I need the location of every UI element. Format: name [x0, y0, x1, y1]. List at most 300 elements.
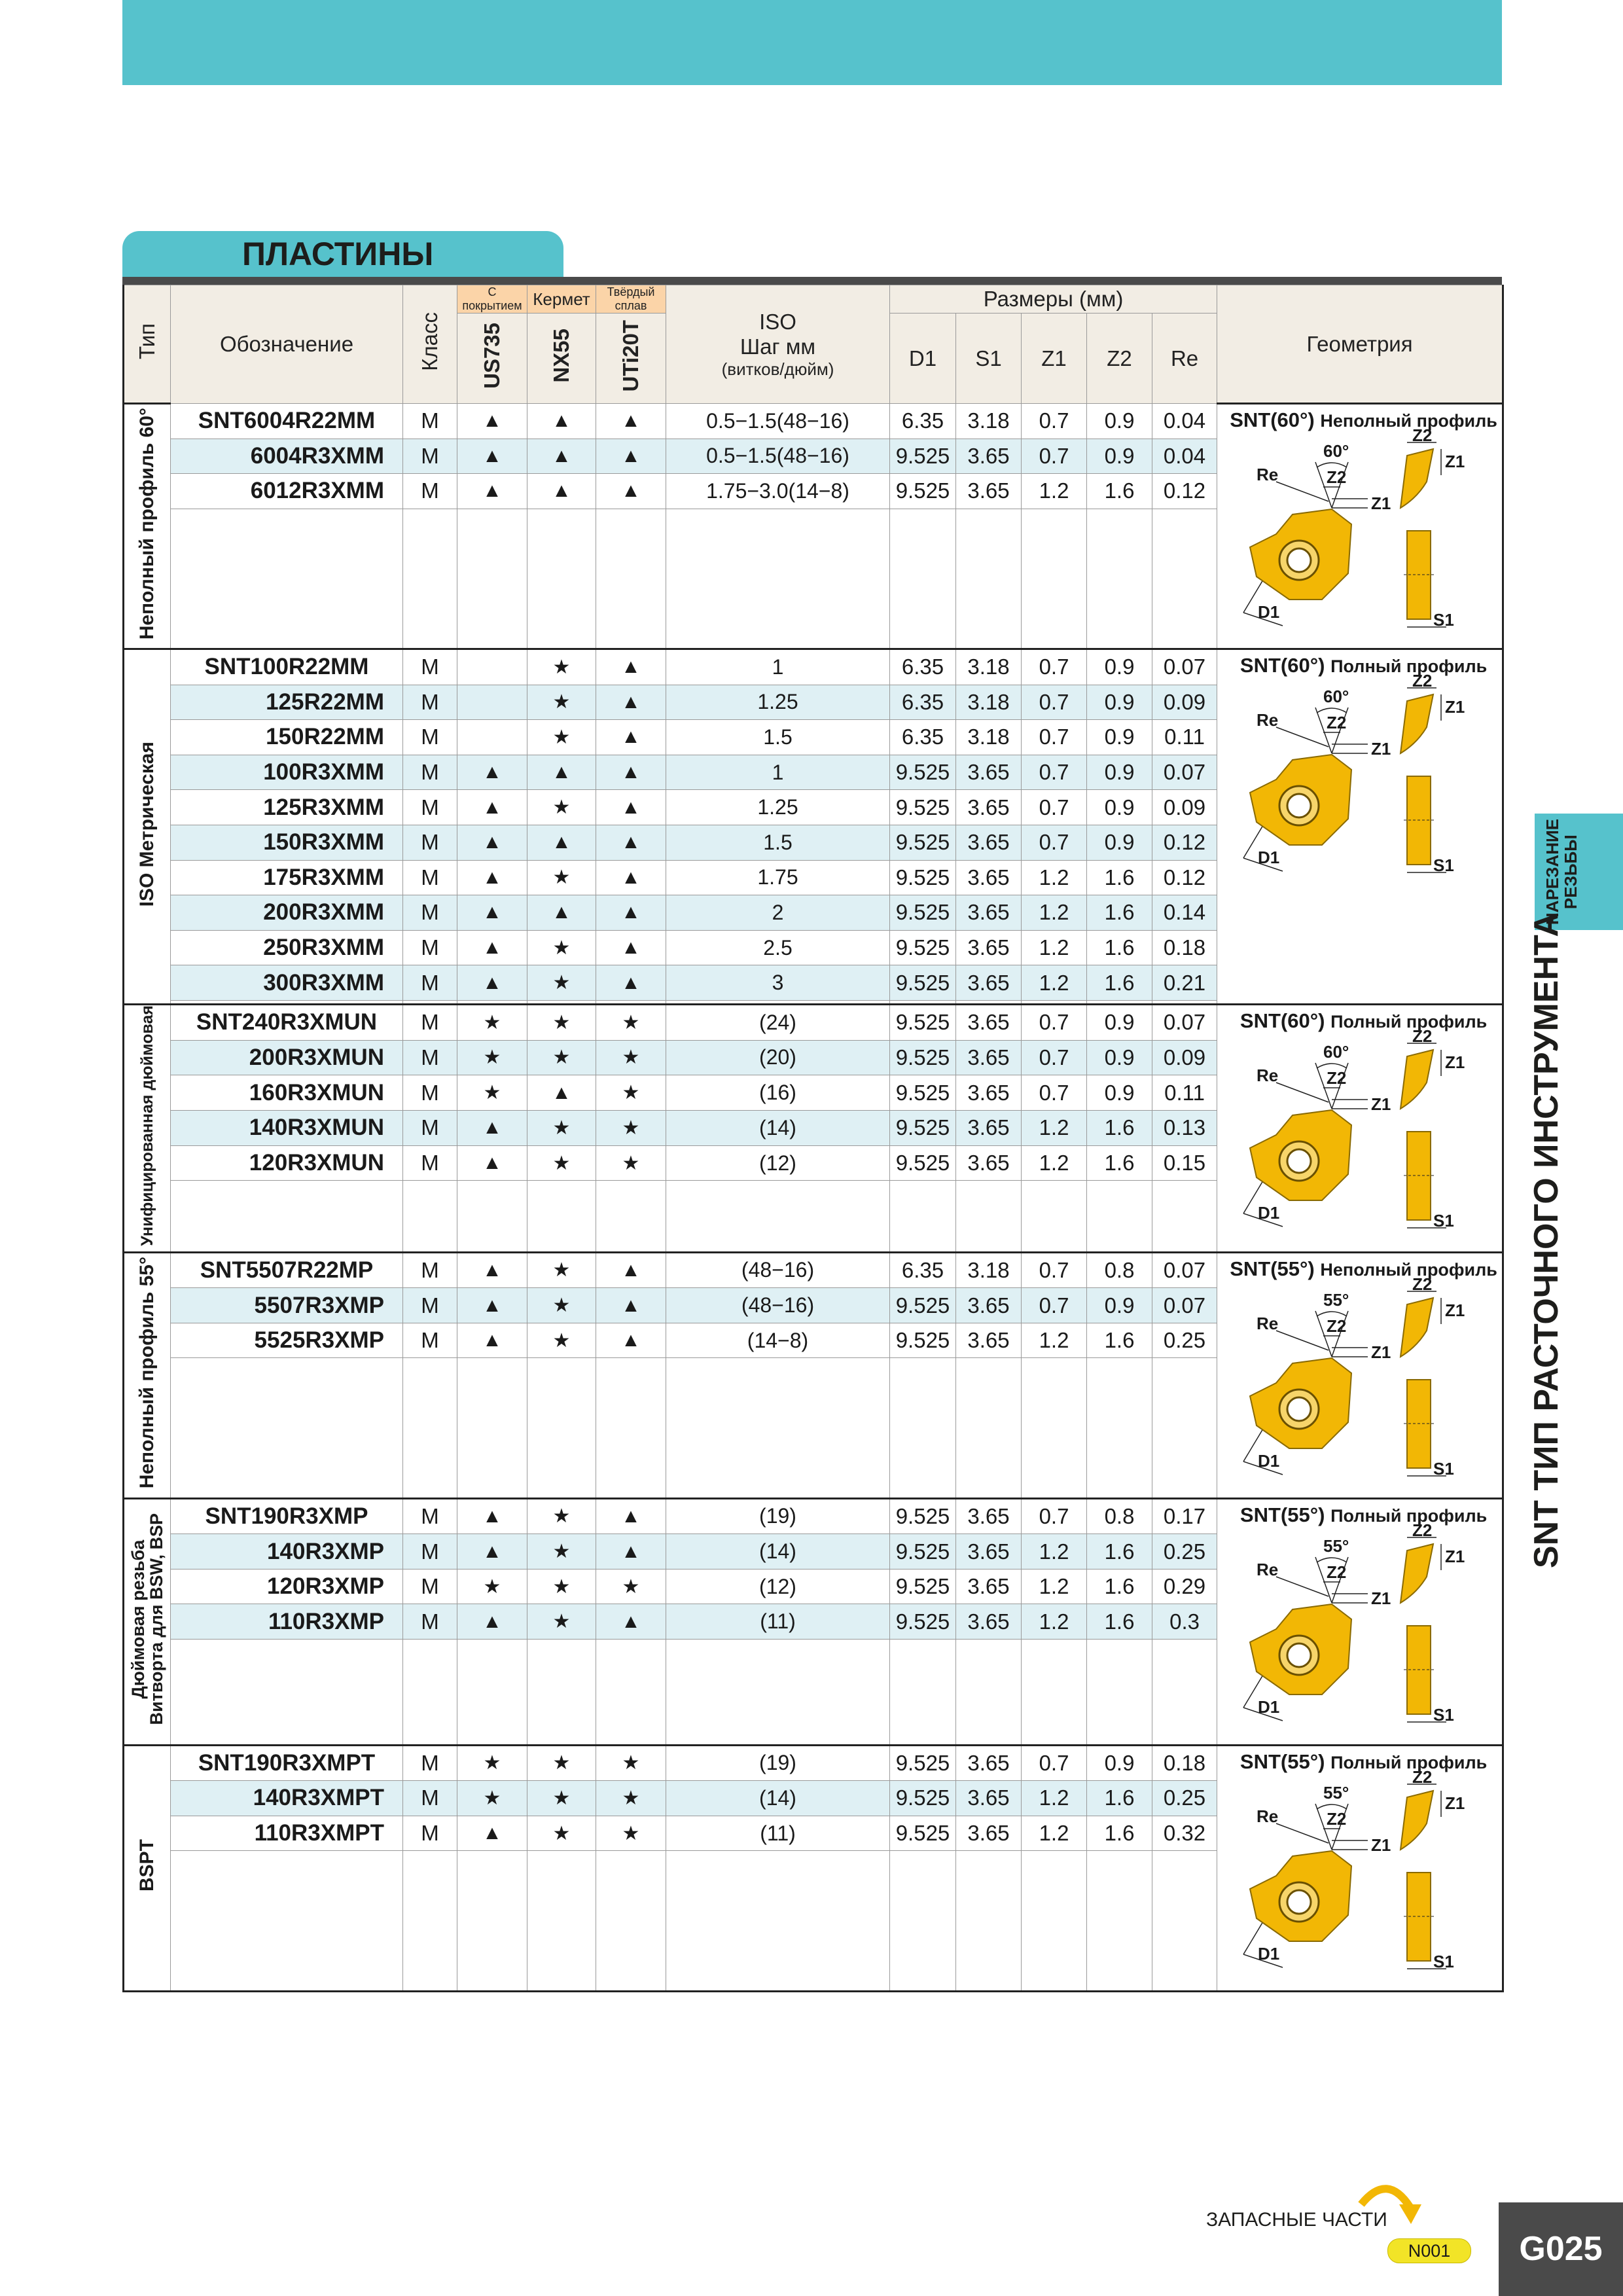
designation-cell: 100R3XMM — [171, 755, 403, 790]
blank-cell — [527, 1851, 596, 1991]
blank-cell — [403, 1181, 457, 1252]
side-title — [1517, 912, 1576, 1569]
blank-cell — [596, 1358, 666, 1498]
pitch-cell: 1.75−3.0(14−8) — [666, 474, 890, 509]
category-cell — [124, 1745, 171, 1991]
grade2-cell: ▲ — [527, 474, 596, 509]
grade1-cell: ▲ — [457, 895, 527, 931]
col-type — [124, 285, 171, 404]
grade1-cell: ★ — [457, 1004, 527, 1040]
blank-cell — [527, 1639, 596, 1745]
designation-cell: 6012R3XMM — [171, 474, 403, 509]
z2-cell: 1.6 — [1087, 1816, 1152, 1851]
geometry-profile: Полный профиль — [1330, 656, 1488, 676]
re-label: Re — [1257, 1313, 1279, 1333]
z2-label: Z2 — [1327, 1316, 1347, 1336]
grade1-cell: ★ — [457, 1745, 527, 1781]
grade2-cell: ★ — [527, 1004, 596, 1040]
z1-label: Z1 — [1371, 1588, 1391, 1608]
blank-cell — [956, 1639, 1022, 1745]
grade2-cell: ▲ — [527, 895, 596, 931]
d1-cell: 9.525 — [890, 930, 956, 965]
z2-cell: 0.9 — [1087, 649, 1152, 685]
geometry-type: SNT(60°) — [1240, 653, 1325, 677]
pitch-cell: 1.75 — [666, 860, 890, 895]
z2-cell: 0.9 — [1087, 790, 1152, 825]
z1-side-label: Z1 — [1445, 1300, 1465, 1320]
grade2-cell: ★ — [527, 1816, 596, 1851]
grade3-cell: ★ — [596, 1781, 666, 1816]
d1-cell: 6.35 — [890, 685, 956, 720]
re-label: Re — [1257, 465, 1279, 484]
col-grade3 — [596, 314, 666, 404]
grade3-cell: ★ — [596, 1040, 666, 1075]
category-cell — [124, 1004, 171, 1252]
col-class — [403, 285, 457, 404]
grade2-cell: ★ — [527, 860, 596, 895]
grade1-cell: ▲ — [457, 1604, 527, 1640]
col-type-label: Тип — [135, 323, 159, 359]
d1-cell: 9.525 — [890, 860, 956, 895]
grade3-cell: ★ — [596, 1816, 666, 1851]
spare-parts-ref[interactable]: N001 — [1387, 2238, 1471, 2263]
s1-cell: 3.65 — [956, 1075, 1022, 1111]
class-cell: M — [403, 1145, 457, 1181]
d1-cell: 9.525 — [890, 439, 956, 474]
blank-cell — [527, 509, 596, 649]
class-cell: M — [403, 1252, 457, 1288]
blank-cell — [171, 1851, 403, 1991]
d1-cell: 9.525 — [890, 1569, 956, 1604]
d1-cell: 6.35 — [890, 649, 956, 685]
geometry-type: SNT(60°) — [1230, 408, 1315, 431]
geometry-type: SNT(60°) — [1240, 1009, 1325, 1032]
blank-cell — [1087, 1639, 1152, 1745]
grade3-cell: ▲ — [596, 1288, 666, 1323]
d1-cell: 6.35 — [890, 404, 956, 439]
insert-geometry-diagram — [1237, 1026, 1486, 1233]
z1-cell: 0.7 — [1022, 1040, 1087, 1075]
grade3-cell: ★ — [596, 1110, 666, 1145]
s1-cell: 3.65 — [956, 1145, 1022, 1181]
blank-cell — [457, 1181, 527, 1252]
blank-cell — [1022, 1639, 1087, 1745]
pitch-cell: (19) — [666, 1498, 890, 1534]
geometry-type: SNT(55°) — [1230, 1257, 1315, 1280]
z1-cell: 1.2 — [1022, 474, 1087, 509]
d1-cell: 9.525 — [890, 1004, 956, 1040]
blank-cell — [596, 1851, 666, 1991]
class-cell: M — [403, 1816, 457, 1851]
grade2-cell: ★ — [527, 720, 596, 755]
blank-cell — [1087, 1181, 1152, 1252]
z1-cell: 1.2 — [1022, 1816, 1087, 1851]
z1-cell: 1.2 — [1022, 1534, 1087, 1570]
re-cell: 0.07 — [1152, 755, 1217, 790]
blank-cell — [890, 1181, 956, 1252]
grade3-cell: ▲ — [596, 1604, 666, 1640]
pitch-cell: (12) — [666, 1569, 890, 1604]
d1-cell: 9.525 — [890, 1110, 956, 1145]
designation-cell: SNT5507R22MP — [171, 1252, 403, 1288]
class-cell: M — [403, 1604, 457, 1640]
pitch-cell: (19) — [666, 1745, 890, 1781]
blank-cell — [527, 1358, 596, 1498]
re-cell: 0.29 — [1152, 1569, 1217, 1604]
designation-cell: 5507R3XMP — [171, 1288, 403, 1323]
d1-cell: 9.525 — [890, 965, 956, 1001]
class-cell: M — [403, 1110, 457, 1145]
grade1-cell: ★ — [457, 1569, 527, 1604]
col-grade2 — [527, 314, 596, 404]
col-iso — [666, 285, 890, 404]
pitch-cell: (14) — [666, 1781, 890, 1816]
geometry-profile: Полный профиль — [1330, 1505, 1488, 1526]
designation-cell: SNT100R22MM — [171, 649, 403, 685]
category-line2: Витворта для BSW, BSP — [147, 1513, 166, 1725]
z2-side-label: Z2 — [1412, 1767, 1433, 1787]
grade3-cell: ▲ — [596, 860, 666, 895]
blank-cell — [956, 1181, 1022, 1252]
geometry-cell — [1217, 404, 1503, 649]
geometry-type: SNT(55°) — [1240, 1749, 1325, 1773]
z2-cell: 0.9 — [1087, 720, 1152, 755]
grade3-label: UTi20T — [618, 319, 643, 392]
pitch-cell: 1.25 — [666, 790, 890, 825]
blank-cell — [171, 509, 403, 649]
class-cell: M — [403, 1745, 457, 1781]
grade1-cell: ▲ — [457, 474, 527, 509]
pitch-cell: 2 — [666, 895, 890, 931]
grade3-cell: ▲ — [596, 1252, 666, 1288]
designation-cell: 250R3XMM — [171, 930, 403, 965]
grade2-cell: ★ — [527, 1110, 596, 1145]
section-title: ПЛАСТИНЫ — [242, 236, 434, 272]
angle-label: 60° — [1323, 441, 1349, 461]
blank-cell — [171, 1181, 403, 1252]
blank-cell — [1152, 1358, 1217, 1498]
s1-cell: 3.65 — [956, 1323, 1022, 1358]
designation-cell: 160R3XMUN — [171, 1075, 403, 1111]
re-cell: 0.09 — [1152, 685, 1217, 720]
table-row — [124, 1498, 1503, 1534]
z2-side-label: Z2 — [1412, 670, 1433, 691]
re-cell: 0.04 — [1152, 404, 1217, 439]
d1-cell: 9.525 — [890, 1745, 956, 1781]
group-cermet: Кермет — [527, 285, 596, 314]
category-cell — [124, 649, 171, 1004]
z2-cell: 0.9 — [1087, 685, 1152, 720]
designation-cell: 110R3XMPT — [171, 1816, 403, 1851]
class-cell: M — [403, 1288, 457, 1323]
designation-cell: 300R3XMM — [171, 965, 403, 1001]
pitch-cell: (11) — [666, 1816, 890, 1851]
z2-cell: 0.9 — [1087, 1745, 1152, 1781]
z1-cell: 0.7 — [1022, 685, 1087, 720]
z1-cell: 0.7 — [1022, 1252, 1087, 1288]
class-cell: M — [403, 1323, 457, 1358]
blank-cell — [1152, 1851, 1217, 1991]
designation-cell: 125R3XMM — [171, 790, 403, 825]
s1-label: S1 — [1433, 1704, 1454, 1725]
z1-side-label: Z1 — [1445, 452, 1465, 471]
re-cell: 0.14 — [1152, 895, 1217, 931]
s1-cell: 3.18 — [956, 1252, 1022, 1288]
z1-label: Z1 — [1371, 1835, 1391, 1855]
angle-label: 55° — [1323, 1289, 1349, 1310]
blank-cell — [1022, 509, 1087, 649]
s1-cell: 3.18 — [956, 404, 1022, 439]
grade3-cell: ▲ — [596, 965, 666, 1001]
z2-cell: 1.6 — [1087, 860, 1152, 895]
z2-cell: 0.8 — [1087, 1252, 1152, 1288]
class-cell: M — [403, 895, 457, 931]
category-cell — [124, 1252, 171, 1498]
d1-cell: 6.35 — [890, 720, 956, 755]
re-cell: 0.18 — [1152, 1745, 1217, 1781]
geometry-cell — [1217, 1252, 1503, 1498]
d1-cell: 9.525 — [890, 1288, 956, 1323]
category-label: Неполный профиль 55° — [136, 1256, 158, 1489]
s1-cell: 3.18 — [956, 720, 1022, 755]
col-d1: D1 — [890, 314, 956, 404]
grade2-cell: ★ — [527, 1323, 596, 1358]
class-cell: M — [403, 474, 457, 509]
d1-cell: 9.525 — [890, 1145, 956, 1181]
designation-cell: SNT6004R22MM — [171, 404, 403, 439]
z1-cell: 0.7 — [1022, 720, 1087, 755]
grade2-cell: ▲ — [527, 439, 596, 474]
insert-geometry-diagram — [1237, 425, 1486, 632]
table-row — [124, 649, 1503, 685]
grade1-cell: ▲ — [457, 439, 527, 474]
blank-cell — [666, 1358, 890, 1498]
grade1-cell: ★ — [457, 1040, 527, 1075]
re-cell: 0.25 — [1152, 1323, 1217, 1358]
d1-label: D1 — [1258, 1696, 1280, 1717]
re-cell: 0.15 — [1152, 1145, 1217, 1181]
s1-cell: 3.65 — [956, 474, 1022, 509]
blank-cell — [890, 1639, 956, 1745]
grade3-cell: ▲ — [596, 930, 666, 965]
designation-cell: 5525R3XMP — [171, 1323, 403, 1358]
geometry-title — [1217, 1005, 1502, 1033]
z2-cell: 1.6 — [1087, 474, 1152, 509]
d1-cell: 9.525 — [890, 1816, 956, 1851]
grade2-label: NX55 — [549, 329, 573, 383]
re-cell: 0.12 — [1152, 825, 1217, 860]
grade2-cell: ★ — [527, 790, 596, 825]
blank-cell — [403, 1358, 457, 1498]
re-label: Re — [1257, 1065, 1279, 1085]
grade3-cell: ★ — [596, 1569, 666, 1604]
z1-cell: 0.7 — [1022, 439, 1087, 474]
geometry-profile: Полный профиль — [1330, 1011, 1488, 1031]
designation-cell: SNT240R3XMUN — [171, 1004, 403, 1040]
class-cell: M — [403, 1040, 457, 1075]
z2-cell: 1.6 — [1087, 1110, 1152, 1145]
geometry-cell — [1217, 1745, 1503, 1991]
s1-cell: 3.65 — [956, 1288, 1022, 1323]
re-cell: 0.18 — [1152, 930, 1217, 965]
grade2-cell: ★ — [527, 1604, 596, 1640]
z2-cell: 1.6 — [1087, 1604, 1152, 1640]
z1-label: Z1 — [1371, 1094, 1391, 1114]
class-cell: M — [403, 1534, 457, 1570]
blank-cell — [1152, 509, 1217, 649]
page-number: G025 — [1499, 2202, 1623, 2296]
col-z1: Z1 — [1022, 314, 1087, 404]
geometry-profile: Неполный профиль — [1320, 411, 1497, 431]
blank-cell — [403, 509, 457, 649]
grade2-cell: ★ — [527, 1040, 596, 1075]
z1-cell: 0.7 — [1022, 1745, 1087, 1781]
d1-cell: 6.35 — [890, 1252, 956, 1288]
grade3-cell: ▲ — [596, 474, 666, 509]
grade2-cell: ▲ — [527, 404, 596, 439]
z1-cell: 1.2 — [1022, 965, 1087, 1001]
re-cell: 0.07 — [1152, 1288, 1217, 1323]
insert-geometry-diagram — [1237, 1520, 1486, 1727]
z2-label: Z2 — [1327, 1067, 1347, 1088]
blank-cell — [596, 1639, 666, 1745]
z1-cell: 0.7 — [1022, 1498, 1087, 1534]
grade2-cell: ▲ — [527, 1075, 596, 1111]
s1-cell: 3.65 — [956, 1110, 1022, 1145]
category-label — [129, 1513, 166, 1725]
table-row — [124, 1745, 1503, 1781]
s1-cell: 3.65 — [956, 790, 1022, 825]
pitch-cell: (16) — [666, 1075, 890, 1111]
d1-label: D1 — [1258, 847, 1280, 867]
top-color-bar — [122, 0, 1502, 85]
s1-cell: 3.65 — [956, 860, 1022, 895]
z2-cell: 0.9 — [1087, 1288, 1152, 1323]
s1-cell: 3.65 — [956, 439, 1022, 474]
z1-cell: 0.7 — [1022, 790, 1087, 825]
re-cell: 0.17 — [1152, 1498, 1217, 1534]
pitch-cell: 2.5 — [666, 930, 890, 965]
col-grade1 — [457, 314, 527, 404]
geometry-profile: Полный профиль — [1330, 1752, 1488, 1772]
grade2-cell: ★ — [527, 1534, 596, 1570]
col-z2: Z2 — [1087, 314, 1152, 404]
class-cell: M — [403, 1075, 457, 1111]
designation-cell: 140R3XMP — [171, 1534, 403, 1570]
pitch-cell: (48−16) — [666, 1288, 890, 1323]
pitch-cell: (14) — [666, 1534, 890, 1570]
s1-cell: 3.65 — [956, 1004, 1022, 1040]
s1-cell: 3.65 — [956, 1745, 1022, 1781]
blank-cell — [666, 1181, 890, 1252]
blank-cell — [1022, 1358, 1087, 1498]
grade3-cell: ★ — [596, 1004, 666, 1040]
geometry-title — [1217, 1253, 1502, 1281]
pitch-cell: (14) — [666, 1110, 890, 1145]
pitch-cell: 1.25 — [666, 685, 890, 720]
class-cell: M — [403, 965, 457, 1001]
blank-cell — [457, 1639, 527, 1745]
blank-cell — [1152, 1181, 1217, 1252]
z2-cell: 1.6 — [1087, 1145, 1152, 1181]
z2-cell: 1.6 — [1087, 965, 1152, 1001]
d1-cell: 9.525 — [890, 1604, 956, 1640]
class-cell: M — [403, 755, 457, 790]
d1-label: D1 — [1258, 1202, 1280, 1223]
grade1-cell: ▲ — [457, 1816, 527, 1851]
pitch-cell: 3 — [666, 965, 890, 1001]
designation-cell: 6004R3XMM — [171, 439, 403, 474]
blank-cell — [1087, 1851, 1152, 1991]
designation-cell: 150R22MM — [171, 720, 403, 755]
grade1-cell: ▲ — [457, 404, 527, 439]
z2-cell: 0.9 — [1087, 404, 1152, 439]
z1-cell: 0.7 — [1022, 649, 1087, 685]
s1-cell: 3.65 — [956, 895, 1022, 931]
grade3-cell: ▲ — [596, 895, 666, 931]
blank-cell — [956, 1358, 1022, 1498]
z2-label: Z2 — [1327, 467, 1347, 487]
grade3-cell: ▲ — [596, 755, 666, 790]
grade1-cell: ▲ — [457, 790, 527, 825]
class-cell: M — [403, 649, 457, 685]
col-geometry: Геометрия — [1217, 285, 1503, 404]
blank-cell — [457, 1851, 527, 1991]
designation-cell: 120R3XMUN — [171, 1145, 403, 1181]
category-cell — [124, 1498, 171, 1745]
z1-cell: 1.2 — [1022, 1110, 1087, 1145]
re-cell: 0.09 — [1152, 1040, 1217, 1075]
designation-cell: 125R22MM — [171, 685, 403, 720]
s1-cell: 3.65 — [956, 1569, 1022, 1604]
z1-label: Z1 — [1371, 1342, 1391, 1362]
z2-cell: 1.6 — [1087, 895, 1152, 931]
pitch-cell: (48−16) — [666, 1252, 890, 1288]
re-cell: 0.12 — [1152, 474, 1217, 509]
pitch-cell: 1 — [666, 755, 890, 790]
class-cell: M — [403, 860, 457, 895]
grade1-cell: ▲ — [457, 1498, 527, 1534]
grade2-cell: ★ — [527, 1145, 596, 1181]
class-cell: M — [403, 404, 457, 439]
z1-cell: 0.7 — [1022, 755, 1087, 790]
col-class-label: Класс — [418, 312, 442, 371]
grade2-cell: ★ — [527, 685, 596, 720]
grade2-cell: ▲ — [527, 825, 596, 860]
s1-cell: 3.65 — [956, 1534, 1022, 1570]
grade2-cell: ★ — [527, 1745, 596, 1781]
re-label: Re — [1257, 1806, 1279, 1826]
s1-cell: 3.65 — [956, 930, 1022, 965]
z1-cell: 1.2 — [1022, 1781, 1087, 1816]
grade3-cell: ▲ — [596, 439, 666, 474]
designation-cell: 200R3XMUN — [171, 1040, 403, 1075]
s1-cell: 3.65 — [956, 825, 1022, 860]
s1-label: S1 — [1433, 855, 1454, 875]
geometry-type: SNT(55°) — [1240, 1503, 1325, 1526]
section-tab — [122, 231, 563, 277]
d1-cell: 9.525 — [890, 1534, 956, 1570]
designation-cell: SNT190R3XMP — [171, 1498, 403, 1534]
col-s1: S1 — [956, 314, 1022, 404]
re-cell: 0.25 — [1152, 1534, 1217, 1570]
blank-cell — [890, 1358, 956, 1498]
z2-label: Z2 — [1327, 1562, 1347, 1582]
pitch-cell: 0.5−1.5(48−16) — [666, 439, 890, 474]
z1-cell: 1.2 — [1022, 930, 1087, 965]
designation-cell: 175R3XMM — [171, 860, 403, 895]
s1-cell: 3.65 — [956, 965, 1022, 1001]
